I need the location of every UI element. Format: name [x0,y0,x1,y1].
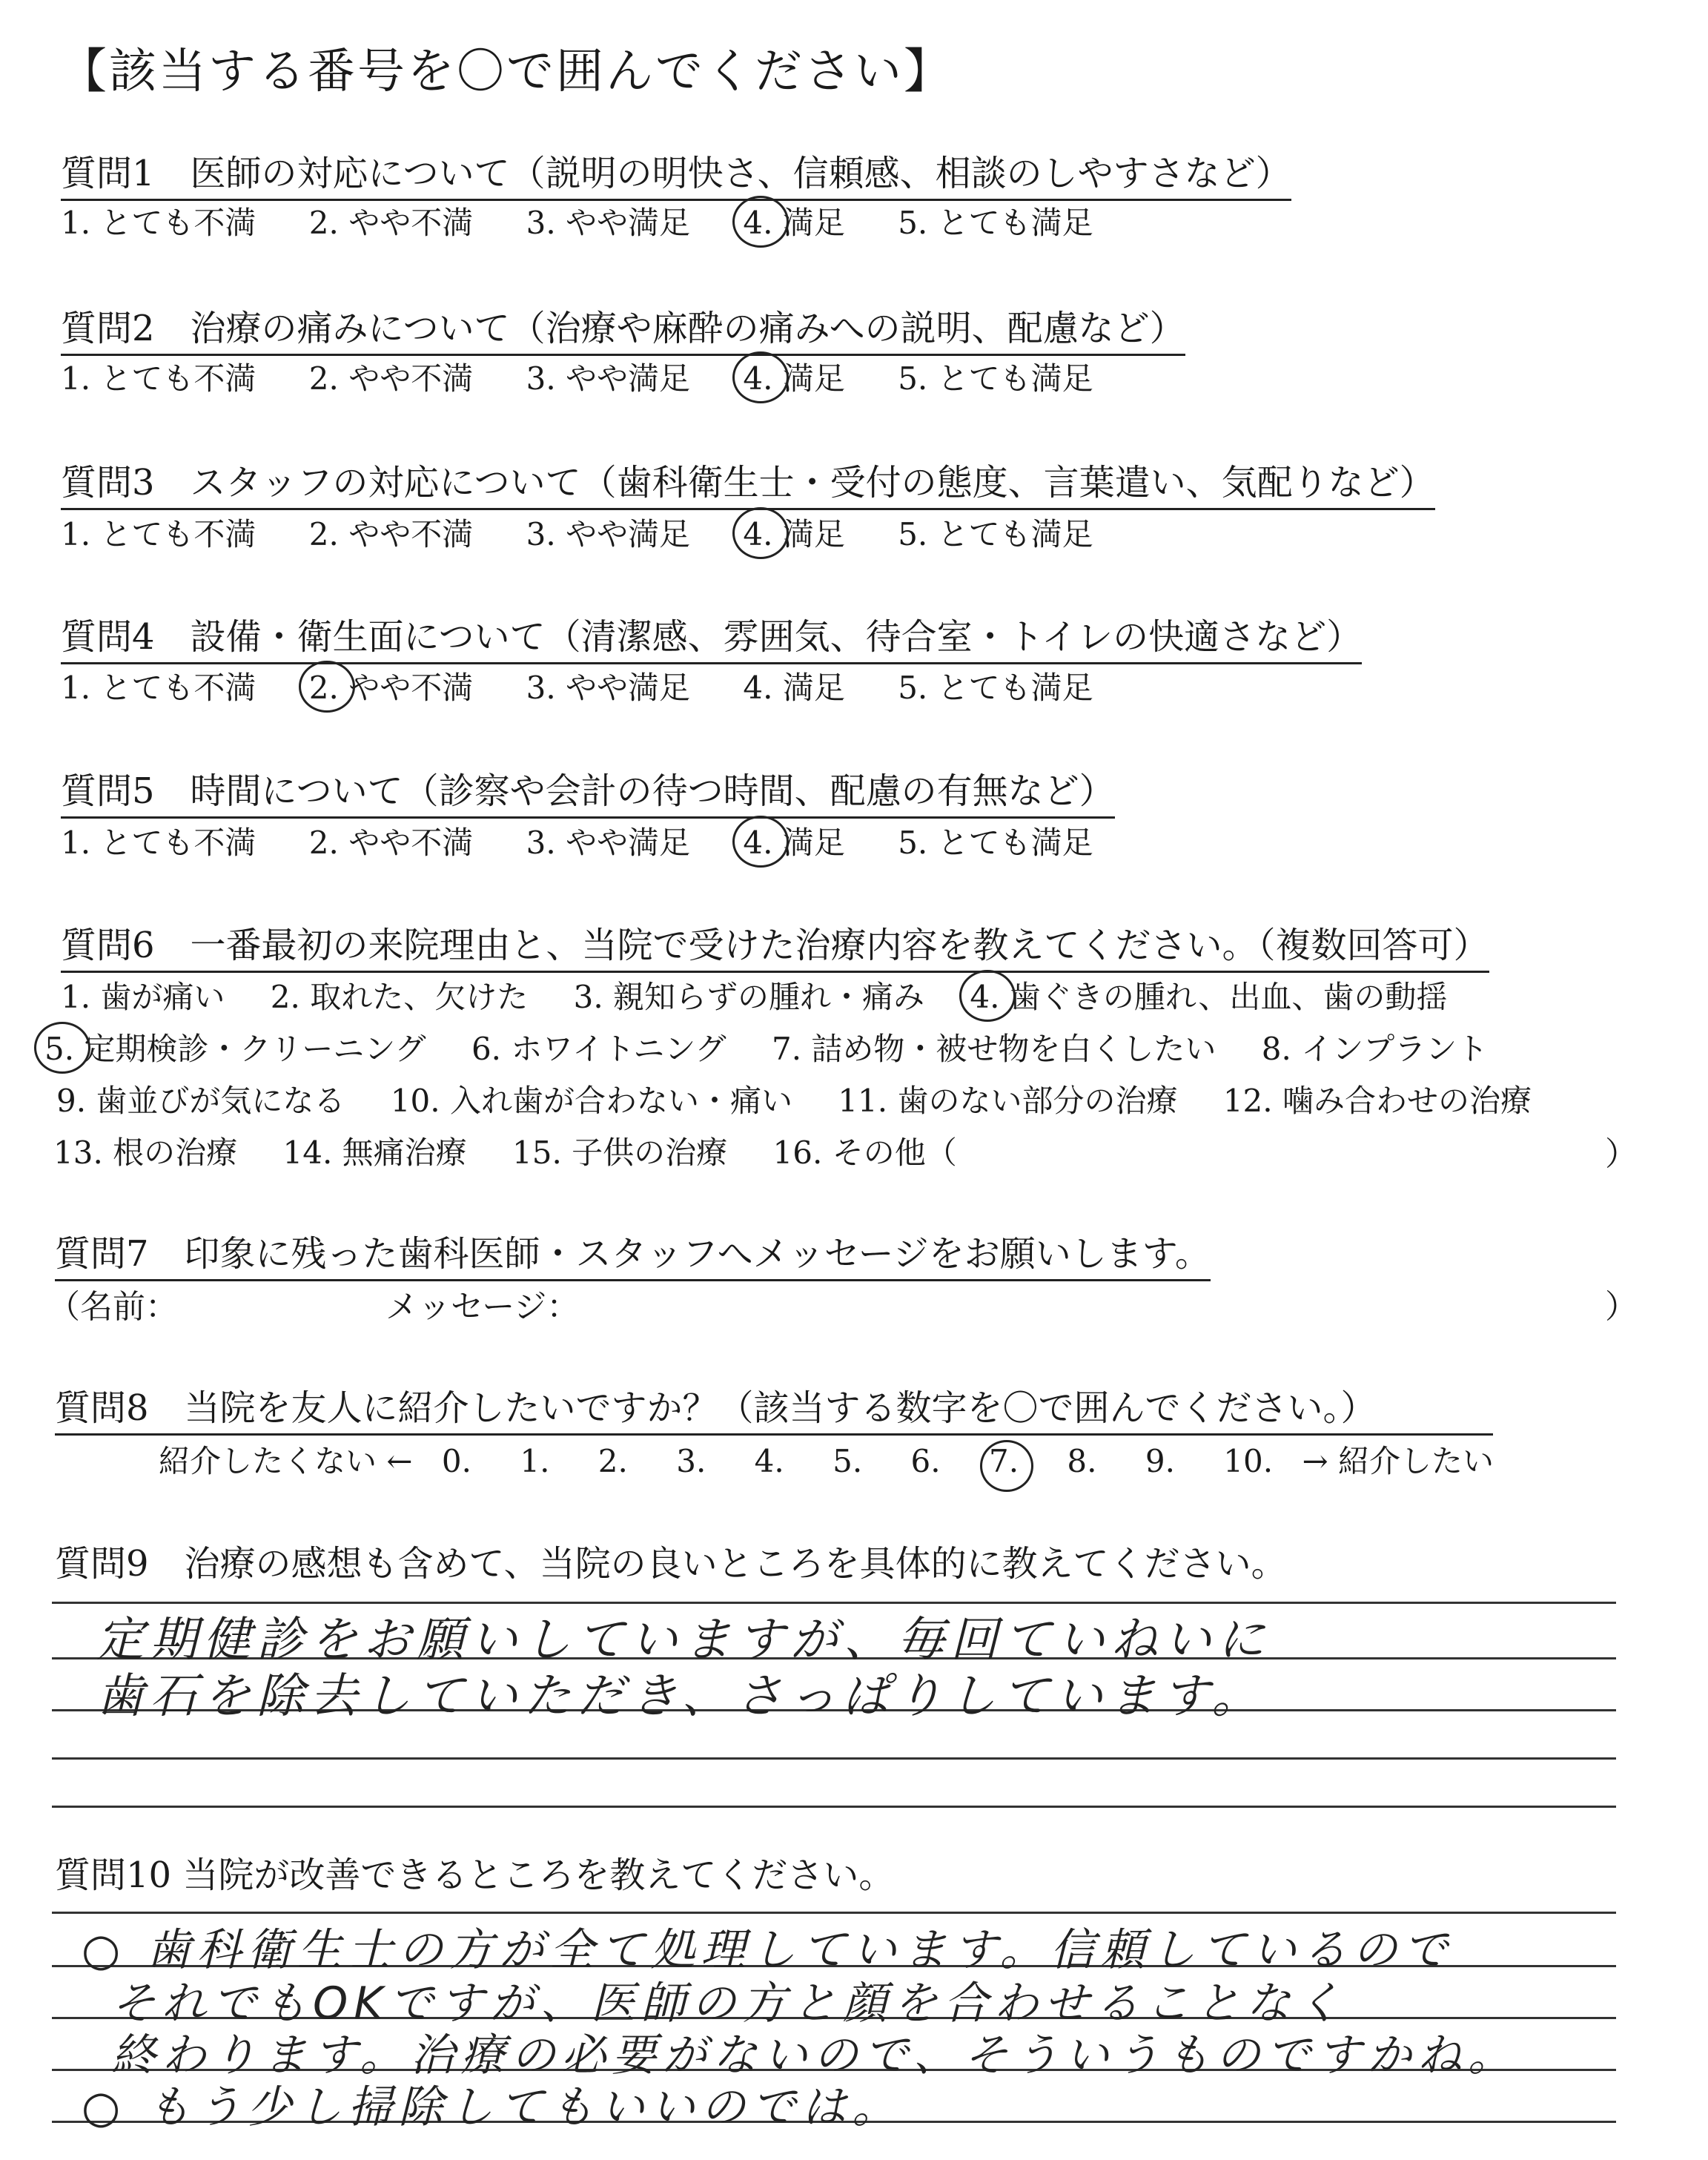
q4-title: 質問4 設備・衛生面について（清潔感、雰囲気、待合室・トイレの快適さなど） [61,608,1362,664]
q1-title: 質問1 医師の対応について（説明の明快さ、信頼感、相談のしやすさなど） [61,145,1291,201]
q5-option-1[interactable]: 1. とても不満 [61,825,256,861]
q5-options [61,819,1136,863]
q8-scale-2[interactable]: 2. [598,1443,628,1479]
q3-options [61,510,1136,555]
q6-row-4 [53,1129,993,1173]
q8-scale-5[interactable]: 5. [833,1443,863,1479]
q3-option-1[interactable]: 1. とても不満 [61,516,256,552]
q2-option-3[interactable]: 3. やや満足 [526,360,691,397]
q7-close: ） [1605,1288,1638,1326]
q6-other-close: ） [1605,1135,1638,1173]
q1-option-4[interactable]: 4. 満足 [743,199,844,243]
q6-option-14[interactable]: 14. 無痛治療 [282,1135,467,1171]
q9-answer-line-2: 歯石を除去していただき、さっぱりしています。 [96,1669,1265,1724]
q6-option-7[interactable]: 7. 詰め物・被せ物を白くしたい [771,1031,1217,1067]
q8-scale [159,1437,1494,1482]
q10-title: 質問10 当院が改善できるところを教えてください。 [55,1855,895,1896]
q10-rule-1 [52,1912,1616,1914]
q5-option-2[interactable]: 2. やや不満 [308,825,474,861]
q8-scale-4[interactable]: 4. [754,1443,784,1479]
q3-option-2[interactable]: 2. やや不満 [308,516,474,552]
q10-answer-line-4: ○ もう少し掃除してもいいのでは。 [82,2081,903,2133]
q1-option-3[interactable]: 3. やや満足 [526,205,691,241]
page-heading: 【該当する番号を〇で囲んでください】 [59,44,953,99]
q8-scale-9[interactable]: 9. [1145,1443,1175,1479]
q9-answer-line-1: 定期健診をお願いしていますが、毎回ていねいに [96,1613,1271,1668]
q6-option-13[interactable]: 13. 根の治療 [53,1135,238,1171]
q6-row-1 [61,973,1483,1017]
q4-options [61,664,1136,708]
q10-answer-line-1: ○ 歯科衛生士の方が全て処理しています。信頼しているので [82,1924,1454,1976]
q6-option-15[interactable]: 15. 子供の治療 [512,1135,728,1171]
q10-answer-line-3: 終わります。治療の必要がないので、そういうものですかね。 [111,2029,1518,2081]
q6-option-11[interactable]: 11. 歯のない部分の治療 [838,1083,1178,1119]
q3-title: 質問3 スタッフの対応について（歯科衛生士・受付の態度、言葉遣い、気配りなど） [61,454,1435,510]
q2-title: 質問2 治療の痛みについて（治療や麻酔の痛みへの説明、配慮など） [61,300,1185,356]
q8-scale-1[interactable]: 1. [520,1443,550,1479]
q5-title: 質問5 時間について（診察や会計の待つ時間、配慮の有無など） [61,762,1115,819]
q9-rule-5 [52,1806,1616,1808]
q8-scale-0[interactable]: 0. [441,1443,471,1479]
q7-title: 質問7 印象に残った歯科医師・スタッフへメッセージをお願いします。 [55,1225,1211,1281]
q6-option-8[interactable]: 8. インプラント [1261,1031,1489,1067]
q1-option-1[interactable]: 1. とても不満 [61,205,256,241]
q3-option-3[interactable]: 3. やや満足 [526,516,691,552]
q5-option-3[interactable]: 3. やや満足 [526,825,691,861]
q6-option-9[interactable]: 9. 歯並びが気になる [56,1083,345,1119]
q8-scale-3[interactable]: 3. [676,1443,706,1479]
q7-name-label: （名前： [47,1288,178,1326]
q6-option-5[interactable]: 5. 定期検診・クリーニング [44,1025,426,1069]
q7-message-label: メッセージ： [385,1288,580,1326]
q1-options [61,199,1136,243]
q5-option-4[interactable]: 4. 満足 [743,819,844,863]
q2-option-2[interactable]: 2. やや不満 [308,360,474,397]
q4-option-1[interactable]: 1. とても不満 [61,670,256,706]
q8-scale-6[interactable]: 6. [910,1443,941,1479]
q6-option-2[interactable]: 2. 取れた、欠けた [270,979,529,1015]
q10-answer-line-2: それでもOKですが、医師の方と顔を合わせることなく [111,1978,1347,2029]
q9-rule-4 [52,1757,1616,1760]
q2-options [61,354,1136,399]
q6-option-10[interactable]: 10. 入れ歯が合わない・痛い [390,1083,792,1119]
q3-option-4[interactable]: 4. 満足 [743,510,844,555]
q3-option-5[interactable]: 5. とても満足 [898,516,1093,552]
q5-option-5[interactable]: 5. とても満足 [898,825,1093,861]
q8-right-label: → 紹介したい [1302,1443,1494,1479]
q6-title: 質問6 一番最初の来院理由と、当院で受けた治療内容を教えてください。（複数回答可） [61,916,1489,973]
q9-title: 質問9 治療の感想も含めて、当院の良いところを具体的に教えてください。 [55,1543,1287,1585]
q1-option-5[interactable]: 5. とても満足 [898,205,1093,241]
q8-scale-10[interactable]: 10. [1223,1443,1274,1479]
q8-scale-7[interactable]: 7. [988,1443,1019,1479]
q6-option-6[interactable]: 6. ホワイトニング [471,1031,726,1067]
q8-left-label: 紹介したくない ← [159,1443,413,1479]
q1-option-2[interactable]: 2. やや不満 [308,205,474,241]
q8-title: 質問8 当院を友人に紹介したいですか？（該当する数字を〇で囲んでください。） [55,1379,1493,1436]
q4-option-2[interactable]: 2. やや不満 [309,664,473,708]
q8-scale-8[interactable]: 8. [1067,1443,1097,1479]
q6-option-4[interactable]: 4. 歯ぐきの腫れ、出血、歯の動揺 [970,973,1447,1017]
q6-option-1[interactable]: 1. 歯が痛い [61,979,225,1015]
q2-option-4[interactable]: 4. 満足 [743,354,844,399]
q2-option-5[interactable]: 5. とても満足 [898,360,1093,397]
q4-option-3[interactable]: 3. やや満足 [526,670,691,706]
q6-option-12[interactable]: 12. 噛み合わせの治療 [1222,1083,1532,1119]
q4-option-5[interactable]: 5. とても満足 [898,670,1093,706]
q6-row-2 [44,1025,1523,1069]
q6-option-16[interactable]: 16. その他（ [772,1135,957,1171]
q6-option-3[interactable]: 3. 親知らずの腫れ・痛み [573,979,925,1015]
q4-option-4[interactable]: 4. 満足 [743,670,845,706]
q2-option-1[interactable]: 1. とても不満 [61,360,256,397]
q6-row-3 [56,1077,1567,1121]
